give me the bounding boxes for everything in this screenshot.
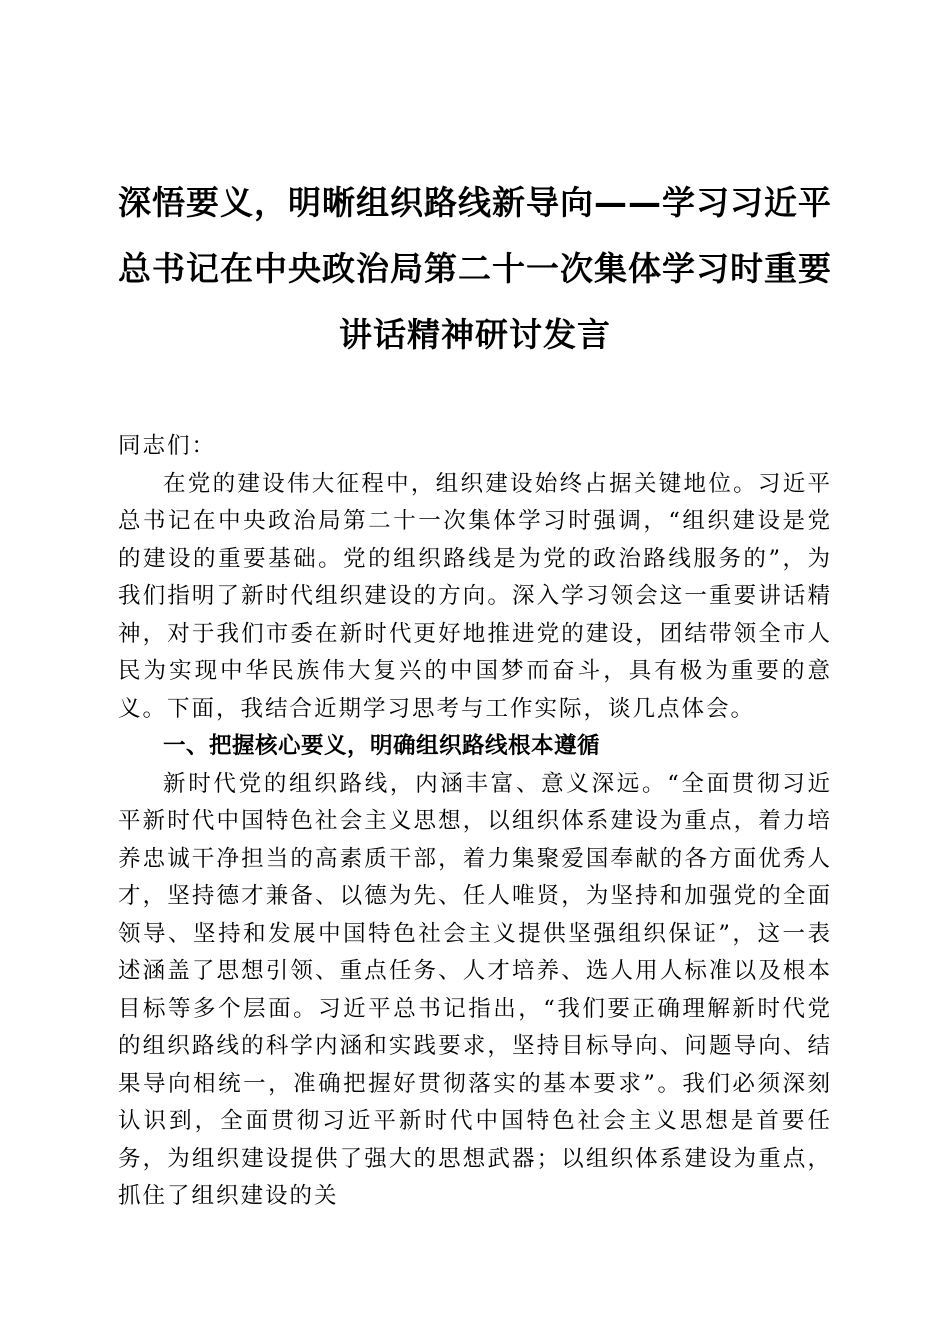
section-heading: 一、把握核心要义，明确组织路线根本遵循 (163, 733, 601, 759)
document-body (118, 428, 832, 1216)
salutation: 同志们： (118, 433, 217, 459)
document-title: 深悟要义，明晰组织路线新导向——学习习近平总书记在中央政治局第二十一次集体学习时重要讲话精神研讨发言 (118, 183, 832, 354)
intro-paragraph: 在党的建设伟大征程中，组织建设始终占据关键地位。习近平总书记在中央政治局第二十一次集体学习时强调，“组织建设是党的建设的重要基础。党的组织路线是为党的政治路线服务的”，为我们指明了新时代组织建设的方向。深入学习领会这一重要讲话精神，对于我们市委在新时代更好地推进党的建设，团结带领全市人民为实现中华民族伟大复兴的中国梦而奋斗，具有极为重要的意义。下面，我结合近期学习思考与工作实际，谈几点体会。 (118, 470, 832, 722)
section-paragraph: 新时代党的组织路线，内涵丰富、意义深远。“全面贯彻习近平新时代中国特色社会主义思想，以组织体系建设为重点，着力培养忠诚干净担当的高素质干部，着力集聚爱国奉献的各方面优秀人才，坚持德才兼备、以德为先、任人唯贤，为坚持和加强党的全面领导、坚持和发展中国特色社会主义提供坚强组织保证”，这一表述涵盖了思想引领、重点任务、人才培养、选人用人标准以及根本目标等多个层面。习近平总书记指出，“我们要正确理解新时代党的组织路线的科学内涵和实践要求，坚持目标导向、问题导向、结果导向相统一，准确把握好贯彻落实的基本要求”。我们必须深刻认识到，全面贯彻习近平新时代中国特色社会主义思想是首要任务，为组织建设提供了强大的思想武器；以组织体系建设为重点，抓住了组织建设的关 (118, 770, 832, 1209)
